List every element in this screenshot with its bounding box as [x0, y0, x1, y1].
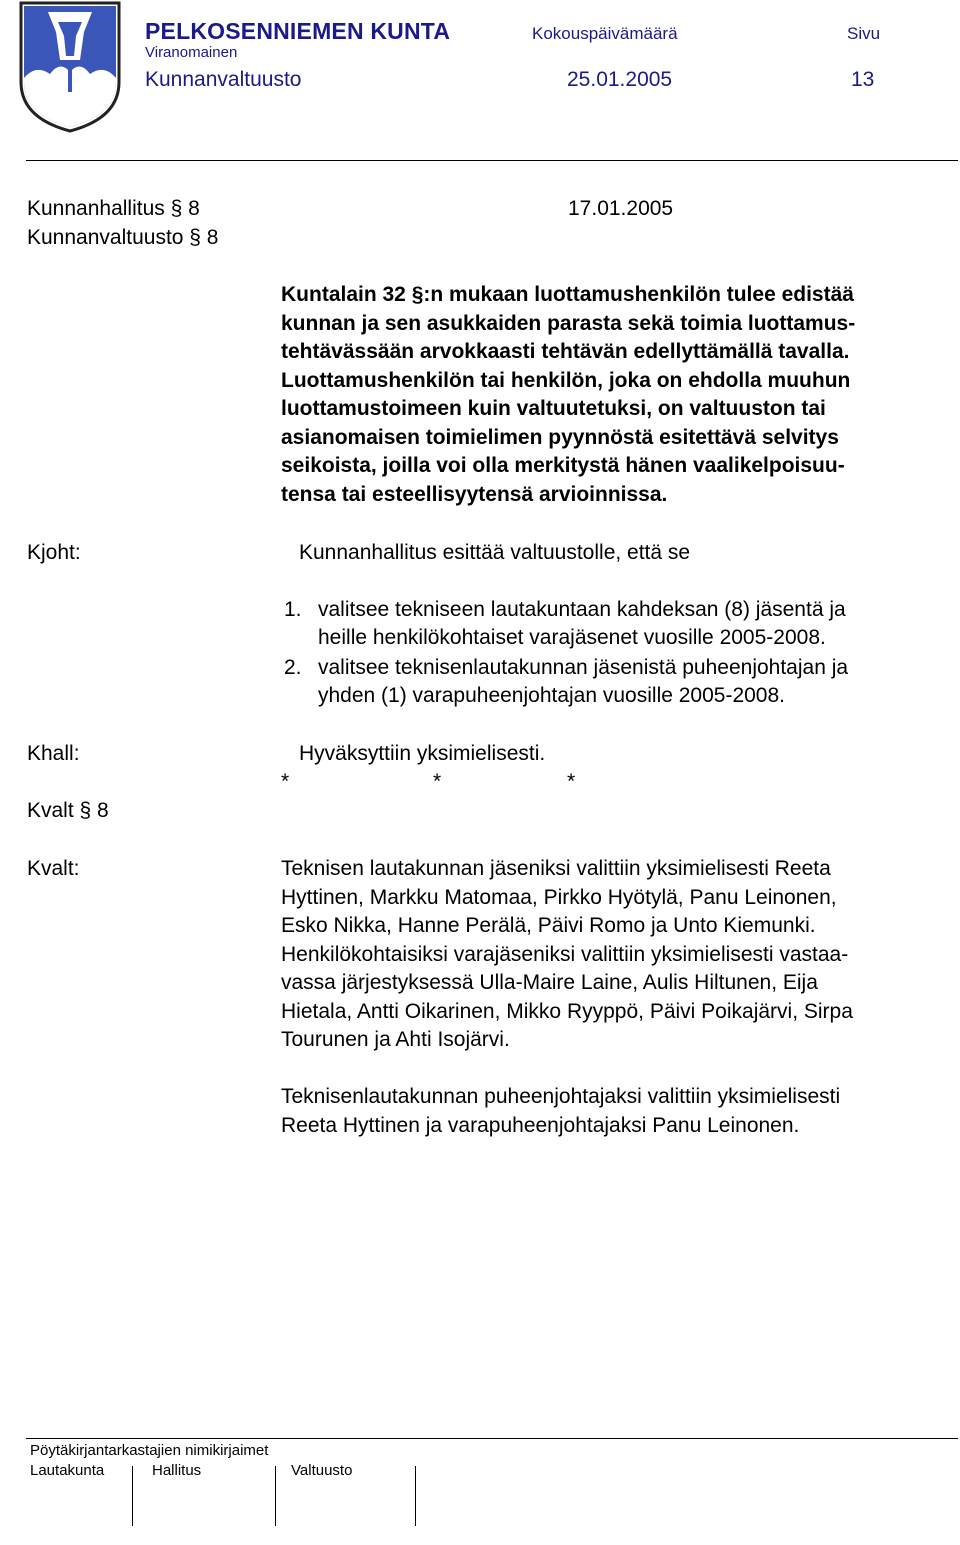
khall-label: Khall:: [27, 742, 80, 765]
page-label: Sivu: [847, 24, 881, 43]
footer-column-lautakunta: Lautakunta: [30, 1462, 105, 1479]
intro-line: kunnan ja sen asukkaiden parasta sekä toimia luottamus-: [281, 311, 856, 335]
intro-line: seikoista, joilla voi olla merkitystä hänen vaalikelpoisuu-: [281, 454, 845, 477]
coat-of-arms-logo: [18, 0, 122, 134]
kvalt-line: vassa järjestyksessä Ulla-Maire Laine, Aulis Hiltunen, Eija: [281, 971, 818, 994]
khall-text: Hyväksyttiin yksimielisesti.: [299, 742, 546, 765]
kvalt-line: Teknisenlautakunnan puheenjohtajaksi valittiin yksimielisesti: [281, 1085, 841, 1108]
footer-divider: [26, 1438, 958, 1439]
kvalt-line: Tourunen ja Ahti Isojärvi.: [281, 1028, 510, 1051]
history-line-2: Kunnanvaltuusto § 8: [27, 226, 219, 249]
kvalt-reference: Kvalt § 8: [27, 799, 109, 822]
proposal-line: valitsee teknisenlautakunnan jäsenistä puheenjohtajan ja: [318, 656, 849, 679]
kvalt-paragraph-2: [281, 1083, 840, 1140]
authority-label: Viranomainen: [145, 44, 238, 61]
intro-line: tensa tai esteellisyytensä arvioinnissa.: [281, 482, 668, 506]
kvalt-line: Hyttinen, Markku Matomaa, Pirkko Hyötylä, Panu Leinonen,: [281, 885, 837, 909]
separator-star: *: [567, 770, 576, 793]
proposal-line: valitsee tekniseen lautakuntaan kahdeksan (8) jäsentä ja: [318, 598, 846, 621]
history-line-1: Kunnanhallitus § 8: [27, 197, 200, 220]
kvalt-paragraph-1: [281, 855, 853, 1055]
intro-line: Kuntalain 32 §:n mukaan luottamushenkilön tulee edistää: [281, 283, 854, 306]
proposal-line: heille henkilökohtaiset varajäsenet vuosille 2005-2008.: [318, 626, 826, 649]
separator-star: *: [433, 770, 442, 793]
signature-box-divider: [275, 1466, 276, 1526]
kvalt-line: Teknisen lautakunnan jäseniksi valittiin yksimielisesti Reeta: [281, 857, 831, 880]
meeting-date-label: Kokouspäivämäärä: [532, 24, 678, 43]
separator-star: *: [281, 770, 290, 793]
proposal-number: 2.: [284, 656, 302, 679]
kvalt-label: Kvalt:: [27, 857, 80, 880]
history-line-1-date: 17.01.2005: [568, 197, 674, 220]
footer-title: Pöytäkirjantarkastajien nimikirjaimet: [30, 1442, 269, 1459]
signature-box-divider: [132, 1466, 133, 1526]
footer-column-valtuusto: Valtuusto: [291, 1462, 353, 1479]
authority-name: Kunnanvaltuusto: [145, 68, 302, 91]
kjoht-text: Kunnanhallitus esittää valtuustolle, että se: [299, 541, 691, 564]
intro-line: asianomaisen toimielimen pyynnöstä esitettävä selvitys: [281, 425, 839, 449]
kvalt-line: Henkilökohtaisiksi varajäseniksi valittiin yksimielisesti vastaa-: [281, 942, 849, 966]
header-divider: [26, 160, 958, 161]
proposal-line: yhden (1) varapuheenjohtajan vuosille 2005-2008.: [318, 684, 786, 707]
page-number: 13: [851, 68, 875, 91]
proposal-number: 1.: [284, 598, 302, 621]
intro-paragraph: [281, 281, 855, 509]
footer-column-hallitus: Hallitus: [152, 1462, 202, 1479]
intro-line: Luottamushenkilön tai henkilön, joka on ehdolla muuhun: [281, 368, 851, 392]
intro-line: tehtävässään arvokkaasti tehtävän edellyttämällä tavalla.: [281, 340, 850, 363]
signature-box-divider: [415, 1466, 416, 1526]
kvalt-line: Esko Nikka, Hanne Perälä, Päivi Romo ja Unto Kiemunki.: [281, 914, 816, 937]
intro-line: luottamustoimeen kuin valtuutetuksi, on valtuuston tai: [281, 397, 826, 420]
kvalt-line: Hietala, Antti Oikarinen, Mikko Ryyppö, Päivi Poikajärvi, Sirpa: [281, 999, 853, 1023]
kvalt-line: Reeta Hyttinen ja varapuheenjohtajaksi Panu Leinonen.: [281, 1113, 800, 1137]
kjoht-label: Kjoht:: [27, 541, 81, 564]
meeting-date: 25.01.2005: [567, 68, 673, 91]
organization-name: PELKOSENNIEMEN KUNTA: [145, 18, 451, 44]
